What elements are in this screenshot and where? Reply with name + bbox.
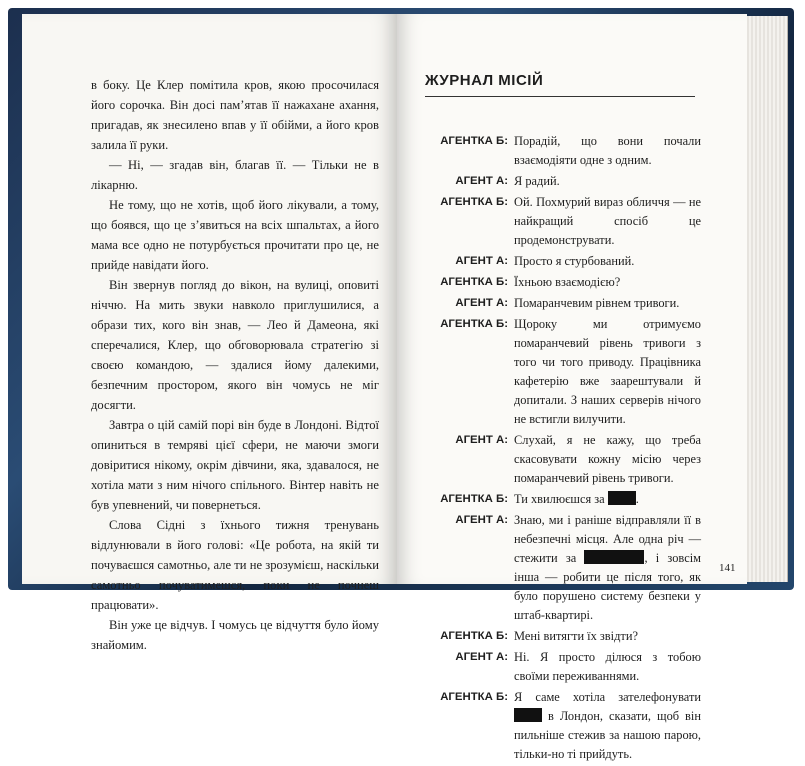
dialogue-text-part: Я саме хотіла зателефонувати bbox=[514, 690, 701, 704]
speaker-label: АГЕНТКА Б: bbox=[440, 691, 508, 703]
left-page-text bbox=[91, 75, 379, 655]
paragraph: Слова Сідні з їхнього тижня тренувань відлунювали в його голові: «Це робота, на якій ти почуваєшся самотньо, але ти не зрозумієш, наскільки самотньо почуватимешся, поки не почнеш працювати». bbox=[91, 518, 379, 612]
dialogue-entry bbox=[419, 627, 701, 646]
dialogue-entry bbox=[419, 252, 701, 271]
dialogue-entry bbox=[419, 431, 701, 488]
redaction-bar bbox=[584, 550, 644, 564]
redaction-bar bbox=[608, 491, 636, 505]
dialogue-text-part: Знаю, ми і раніше відправляли її в небезпечні місця. Але одна річ — стежити за bbox=[514, 513, 701, 565]
dialogue-entry bbox=[419, 172, 701, 191]
title-divider bbox=[425, 96, 695, 97]
paragraph: Завтра о цій самій порі він буде в Лондоні. Відтої опиниться в темряві цієї сфери, не маючи змоги довіритися нікому, окрім дівчини, яка, здавалося, не хотіла мати з ним нічого спільного. Вінтер навіть не був упевнений, чи повернеться. bbox=[91, 418, 379, 512]
dialogue-text: Щороку ми отримуємо помаранчевий рівень тривоги з того чи того приводу. Працівника кафетерію вже заарештували й допитали. З наших серверів нічого не встигли вилучити. bbox=[514, 317, 701, 426]
dialogue-text-part: в Лондон, сказати, щоб він пильніше стежив за нашою парою, тільки-но ті прийдуть. bbox=[514, 709, 701, 761]
speaker-label: АГЕНТ А: bbox=[455, 297, 508, 309]
dialogue-entry bbox=[419, 490, 701, 509]
dialogue-entry bbox=[419, 688, 701, 764]
speaker-label: АГЕНТ А: bbox=[455, 514, 508, 526]
left-page bbox=[22, 14, 397, 652]
dialogue-text: Мені витягти їх звідти? bbox=[514, 629, 638, 643]
dialogue-text: Ой. Похмурий вираз обличчя — не найкращий спосіб це продемонструвати. bbox=[514, 195, 701, 247]
speaker-label: АГЕНТКА Б: bbox=[440, 630, 508, 642]
dialogue-text: Просто я стурбований. bbox=[514, 254, 635, 268]
page-number: 141 bbox=[719, 562, 736, 574]
dialogue-text bbox=[514, 490, 701, 509]
dialogue-text: Я радий. bbox=[514, 174, 560, 188]
paragraph: Він звернув погляд до вікон, на вулиці, оповиті ніччю. На мить звуки навколо приглушилися, а образи тих, кого він знав, — Лео й Дамеона, які сперечалися, Клер, що обговорювала стратегію зі своєю командою, — здалися йому далекими, безпечним простором, якого він чомусь не міг досягти. bbox=[91, 278, 379, 412]
paragraph: в боку. Це Клер помітила кров, якою просочилася його сорочка. Він досі пам’ятав її нажахане ахання, пригадав, як знесилено впав у її обійми, а його кров залила її руки. bbox=[91, 78, 379, 152]
paragraph: Він уже це відчув. І чомусь це відчуття було йому знайомим. bbox=[91, 618, 379, 652]
speaker-label: АГЕНТКА Б: bbox=[440, 135, 508, 147]
dialogue-text-part: , і зовсім інша — робити це після того, як було порушено систему безпеки у штаб-квартирі. bbox=[514, 551, 701, 622]
dialogue-text: Їхньою взаємодією? bbox=[514, 275, 621, 289]
paragraph: Не тому, що не хотів, щоб його лікували, а тому, що боявся, що це з’явиться на всіх шпальтах, а його мама все одно не потурбується прочитати про це, не прийде навідати його. bbox=[91, 198, 379, 272]
dialogue-text: Ні. Я просто ділюся з тобою своїми переживаннями. bbox=[514, 650, 701, 683]
page-title: ЖУРНАЛ МІСІЙ bbox=[425, 72, 544, 89]
speaker-label: АГЕНТКА Б: bbox=[440, 493, 508, 505]
right-page bbox=[397, 14, 747, 761]
redaction-bar bbox=[514, 708, 542, 722]
dialogue-entry bbox=[419, 648, 701, 686]
dialogue-entry bbox=[419, 294, 701, 313]
dialogue-text bbox=[514, 511, 701, 625]
dialogue-entry bbox=[419, 193, 701, 250]
speaker-label: АГЕНТ А: bbox=[455, 434, 508, 446]
dialogue-entry bbox=[419, 315, 701, 429]
speaker-label: АГЕНТКА Б: bbox=[440, 276, 508, 288]
dialogue-text bbox=[514, 688, 701, 764]
dialogue-text-part: . bbox=[635, 492, 639, 506]
dialogue-text-part: Ти хвилюєшся за bbox=[514, 492, 608, 506]
mission-log bbox=[419, 132, 701, 766]
speaker-label: АГЕНТ А: bbox=[455, 175, 508, 187]
dialogue-entry bbox=[419, 511, 701, 625]
paragraph: — Ні, — згадав він, благав її. — Тільки не в лікарню. bbox=[91, 158, 379, 192]
speaker-label: АГЕНТКА Б: bbox=[440, 196, 508, 208]
speaker-label: АГЕНТКА Б: bbox=[440, 318, 508, 330]
dialogue-text: Помаранчевим рівнем тривоги. bbox=[514, 296, 680, 310]
page-stack-edge bbox=[745, 16, 788, 582]
speaker-label: АГЕНТ А: bbox=[455, 651, 508, 663]
speaker-label: АГЕНТ А: bbox=[455, 255, 508, 267]
dialogue-text: Слухай, я не кажу, що треба скасовувати кожну місію через помаранчевий рівень тривоги. bbox=[514, 433, 701, 485]
dialogue-entry bbox=[419, 273, 701, 292]
dialogue-text: Порадій, що вони почали взаємодіяти одне з одним. bbox=[514, 134, 701, 167]
dialogue-entry bbox=[419, 132, 701, 170]
